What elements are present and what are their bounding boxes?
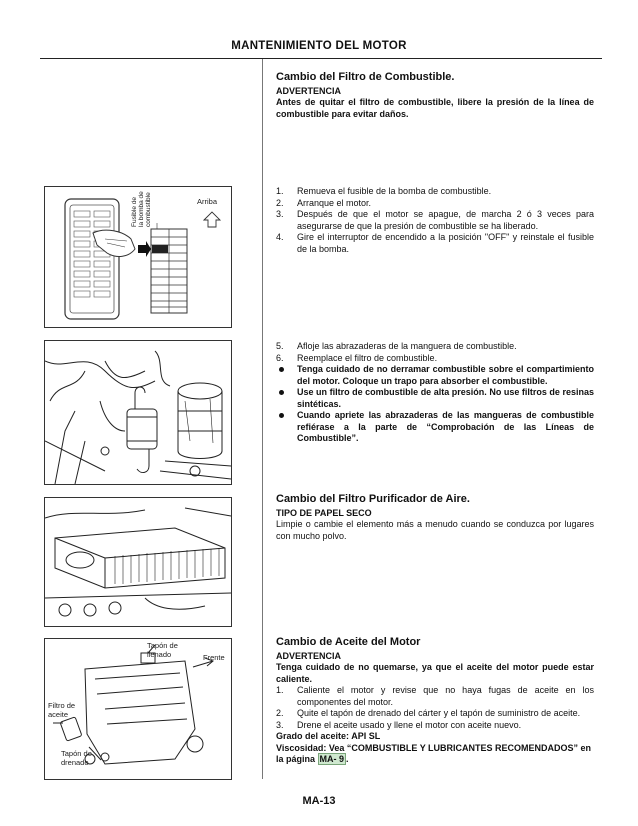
fuel-filter-warning-text: Antes de quitar el filtro de combustible, libere la presión de la línea de combustible para evitar daños. [276, 97, 594, 119]
page-header-title: MANTENIMIENTO DEL MOTOR [231, 40, 407, 52]
oil-viscosity: Viscosidad: Vea “COMBUSTIBLE Y LUBRICANTES RECOMENDADOS” en la página MA- 9 . [276, 742, 592, 764]
step-item: 5. Afloje las abrazaderas de la manguera de combustible. [276, 341, 517, 351]
caution-item: Cuando apriete las abrazaderas de las mangueras de combustible refiérase a la parte de “Comprobación de las Líneas de Combustible”. [276, 410, 594, 445]
air-filter-text: Limpie o cambie el elemento más a menudo cuando se conduzca por lugares con mucho polvo. [276, 519, 594, 541]
fuel-filter-steps-b [276, 341, 594, 364]
oil-grade: Grado del aceite: API SL [276, 731, 381, 741]
step-item: 4. Gire el interruptor de encendido a la posición "OFF" y reinstale el fusible de la bomba. [276, 232, 594, 254]
header-rule [40, 58, 602, 59]
front-label: Frente [203, 653, 225, 662]
drain-plug-label: Tapón de drenado [61, 749, 92, 767]
step-item: 2. Quite el tapón de drenado del cárter y el tapón de suministro de aceite. [276, 708, 581, 718]
step-item: 2. Arranque el motor. [276, 197, 372, 208]
fuel-filter-figure [44, 340, 232, 485]
fuel-filter-title: Cambio del Filtro de Combustible. [276, 71, 455, 83]
oil-change-block [276, 637, 594, 766]
air-filter-block [276, 494, 594, 542]
up-label: Arriba [197, 197, 218, 206]
step-item: 6. Reemplace el filtro de combustible. [276, 352, 438, 363]
step-item: 3. Después de que el motor se apague, de marcha 2 ó 3 veces para asegurarse de que la presión de combustible se ha liberado. [276, 209, 594, 231]
page-number: MA-13 [302, 795, 336, 807]
oil-filter-label: Filtro de aceite [48, 701, 76, 719]
air-filter-title: Cambio del Filtro Purificador de Aire. [276, 493, 470, 505]
caution-item: Use un filtro de combustible de alta presión. No use filtros de resinas sintéticas. [276, 387, 594, 410]
fuel-filter-warning-block [276, 72, 594, 120]
column-divider [262, 59, 263, 779]
step-item: 1. Caliente el motor y revise que no haya fugas de aceite en los componentes del motor. [276, 685, 594, 707]
fuel-filter-warning-label: ADVERTENCIA [276, 85, 342, 96]
fuel-filter-steps [276, 186, 594, 255]
caution-item: Tenga cuidado de no derramar combustible sobre el compartimiento del motor. Coloque un trapo para absorber el combustible. [276, 364, 594, 387]
fill-cap-label: Tapón de llenado [147, 641, 178, 659]
fuel-filter-steps-block [276, 186, 594, 255]
step-item: 1. Remueva el fusible de la bomba de combustible. [276, 186, 492, 196]
page-reference-link[interactable]: MA- 9 [319, 754, 345, 764]
oil-change-warning-text: Tenga cuidado de no quemarse, ya que el aceite del motor puede estar caliente. [276, 662, 594, 684]
oil-change-steps [276, 685, 594, 731]
oil-change-figure [44, 638, 232, 780]
fuel-filter-steps-b-block [276, 341, 594, 445]
air-filter-figure [44, 497, 232, 627]
air-filter-subtitle: TIPO DE PAPEL SECO [276, 507, 372, 518]
fuse-box-figure [44, 186, 232, 328]
oil-change-title: Cambio de Aceite del Motor [276, 636, 421, 648]
fuse-label: Fusible de la bomba de combustible [131, 191, 152, 227]
fuel-filter-cautions [276, 364, 594, 445]
oil-change-warning-label: ADVERTENCIA [276, 650, 342, 661]
step-item: 3. Drene el aceite usado y llene el motor con aceite nuevo. [276, 719, 522, 730]
